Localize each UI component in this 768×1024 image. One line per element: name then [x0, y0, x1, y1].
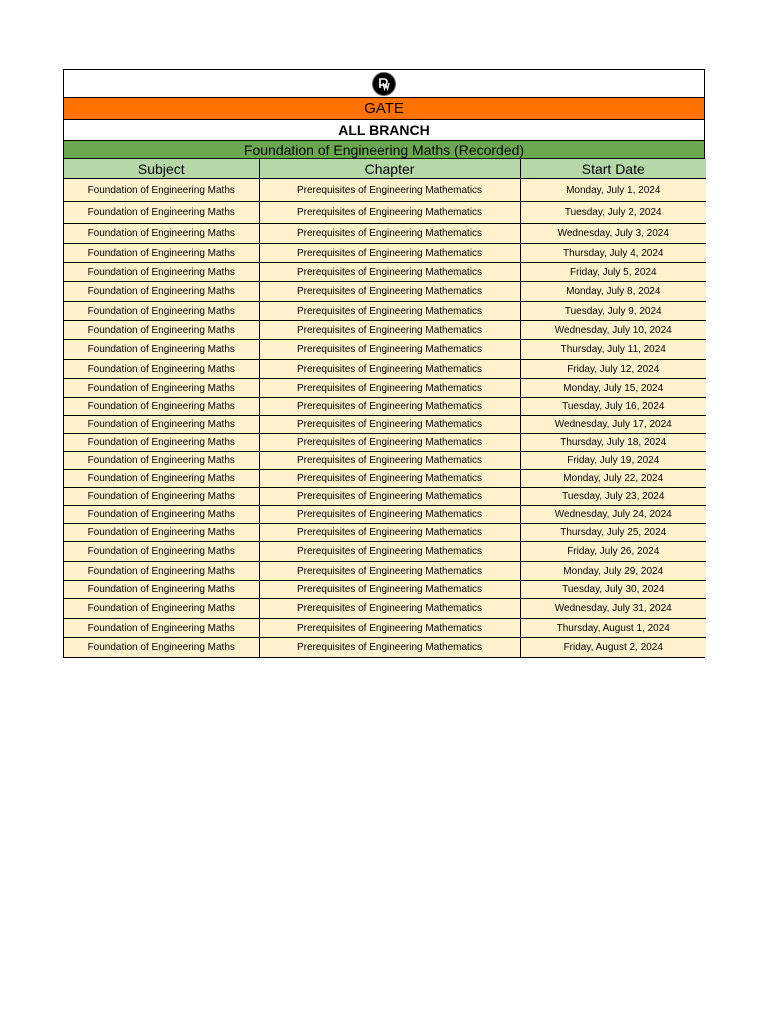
table-row: [64, 470, 706, 488]
table-row: [64, 360, 706, 379]
start-date-cell: Wednesday, July 24, 2024: [520, 506, 706, 524]
chapter-cell: Prerequisites of Engineering Mathematics: [259, 506, 520, 524]
subject-cell: Foundation of Engineering Maths: [64, 599, 259, 619]
start-date-cell: Thursday, July 18, 2024: [520, 434, 706, 452]
chapter-cell: Prerequisites of Engineering Mathematics: [259, 321, 520, 340]
subject-cell: Foundation of Engineering Maths: [64, 179, 259, 202]
chapter-cell: Prerequisites of Engineering Mathematics: [259, 619, 520, 638]
subject-cell: Foundation of Engineering Maths: [64, 379, 259, 398]
chapter-cell: Prerequisites of Engineering Mathematics: [259, 263, 520, 282]
start-date-cell: Monday, July 22, 2024: [520, 470, 706, 488]
start-date-cell: Wednesday, July 31, 2024: [520, 599, 706, 619]
subject-cell: Foundation of Engineering Maths: [64, 263, 259, 282]
brand-logo-mark: [375, 75, 393, 93]
start-date-cell: Friday, August 2, 2024: [520, 638, 706, 657]
start-date-cell: Thursday, August 1, 2024: [520, 619, 706, 638]
start-date-cell: Friday, July 5, 2024: [520, 263, 706, 282]
chapter-cell: Prerequisites of Engineering Mathematics: [259, 244, 520, 263]
start-date-cell: Thursday, July 4, 2024: [520, 244, 706, 263]
start-date-cell: Tuesday, July 30, 2024: [520, 581, 706, 599]
subject-cell: Foundation of Engineering Maths: [64, 360, 259, 379]
subject-cell: Foundation of Engineering Maths: [64, 506, 259, 524]
chapter-cell: Prerequisites of Engineering Mathematics: [259, 452, 520, 470]
subject-cell: Foundation of Engineering Maths: [64, 398, 259, 416]
start-date-cell: Monday, July 8, 2024: [520, 282, 706, 302]
subject-cell: Foundation of Engineering Maths: [64, 581, 259, 599]
chapter-cell: Prerequisites of Engineering Mathematics: [259, 179, 520, 202]
table-row: [64, 416, 706, 434]
subject-cell: Foundation of Engineering Maths: [64, 416, 259, 434]
subject-cell: Foundation of Engineering Maths: [64, 321, 259, 340]
start-date-cell: Thursday, July 25, 2024: [520, 524, 706, 542]
subject-cell: Foundation of Engineering Maths: [64, 619, 259, 638]
table-row: [64, 263, 706, 282]
brand-logo-icon: [372, 72, 396, 96]
subject-cell: Foundation of Engineering Maths: [64, 488, 259, 506]
subject-cell: Foundation of Engineering Maths: [64, 302, 259, 321]
subject-cell: Foundation of Engineering Maths: [64, 224, 259, 244]
logo-row: [64, 70, 704, 98]
subject-cell: Foundation of Engineering Maths: [64, 340, 259, 360]
schedule-table: [64, 159, 706, 657]
subject-cell: Foundation of Engineering Maths: [64, 244, 259, 263]
table-row: [64, 619, 706, 638]
start-date-cell: Friday, July 19, 2024: [520, 452, 706, 470]
chapter-cell: Prerequisites of Engineering Mathematics: [259, 524, 520, 542]
table-row: [64, 379, 706, 398]
table-row: [64, 488, 706, 506]
chapter-cell: Prerequisites of Engineering Mathematics: [259, 202, 520, 224]
chapter-cell: Prerequisites of Engineering Mathematics: [259, 340, 520, 360]
column-header-chapter: Chapter: [259, 159, 520, 179]
table-row: [64, 282, 706, 302]
subject-cell: Foundation of Engineering Maths: [64, 470, 259, 488]
table-row: [64, 321, 706, 340]
table-body: [64, 179, 706, 657]
table-row: [64, 179, 706, 202]
table-row: [64, 562, 706, 581]
column-header-subject: Subject: [64, 159, 259, 179]
start-date-cell: Tuesday, July 16, 2024: [520, 398, 706, 416]
table-row: [64, 244, 706, 263]
table-row: [64, 202, 706, 224]
branch-label: ALL BRANCH: [64, 120, 704, 141]
subject-cell: Foundation of Engineering Maths: [64, 282, 259, 302]
table-row: [64, 524, 706, 542]
chapter-cell: Prerequisites of Engineering Mathematics: [259, 599, 520, 619]
start-date-cell: Wednesday, July 10, 2024: [520, 321, 706, 340]
table-row: [64, 581, 706, 599]
start-date-cell: Wednesday, July 17, 2024: [520, 416, 706, 434]
start-date-cell: Monday, July 15, 2024: [520, 379, 706, 398]
chapter-cell: Prerequisites of Engineering Mathematics: [259, 434, 520, 452]
chapter-cell: Prerequisites of Engineering Mathematics: [259, 488, 520, 506]
start-date-cell: Tuesday, July 23, 2024: [520, 488, 706, 506]
subject-cell: Foundation of Engineering Maths: [64, 638, 259, 657]
course-title: Foundation of Engineering Maths (Recorded): [64, 141, 704, 159]
start-date-cell: Tuesday, July 9, 2024: [520, 302, 706, 321]
subject-cell: Foundation of Engineering Maths: [64, 202, 259, 224]
subject-cell: Foundation of Engineering Maths: [64, 434, 259, 452]
table-row: [64, 452, 706, 470]
start-date-cell: Friday, July 26, 2024: [520, 542, 706, 562]
page-title: GATE: [64, 98, 704, 120]
chapter-cell: Prerequisites of Engineering Mathematics: [259, 224, 520, 244]
start-date-cell: Wednesday, July 3, 2024: [520, 224, 706, 244]
start-date-cell: Monday, July 1, 2024: [520, 179, 706, 202]
chapter-cell: Prerequisites of Engineering Mathematics: [259, 302, 520, 321]
table-row: [64, 302, 706, 321]
table-row: [64, 398, 706, 416]
table-row: [64, 599, 706, 619]
subject-cell: Foundation of Engineering Maths: [64, 542, 259, 562]
chapter-cell: Prerequisites of Engineering Mathematics: [259, 581, 520, 599]
table-row: [64, 542, 706, 562]
table-row: [64, 434, 706, 452]
start-date-cell: Tuesday, July 2, 2024: [520, 202, 706, 224]
subject-cell: Foundation of Engineering Maths: [64, 562, 259, 581]
subject-cell: Foundation of Engineering Maths: [64, 452, 259, 470]
column-header-start-date: Start Date: [520, 159, 706, 179]
table-row: [64, 340, 706, 360]
table-row: [64, 638, 706, 657]
chapter-cell: Prerequisites of Engineering Mathematics: [259, 542, 520, 562]
table-row: [64, 506, 706, 524]
chapter-cell: Prerequisites of Engineering Mathematics: [259, 360, 520, 379]
chapter-cell: Prerequisites of Engineering Mathematics: [259, 416, 520, 434]
table-row: [64, 224, 706, 244]
start-date-cell: Thursday, July 11, 2024: [520, 340, 706, 360]
start-date-cell: Monday, July 29, 2024: [520, 562, 706, 581]
chapter-cell: Prerequisites of Engineering Mathematics: [259, 470, 520, 488]
table-header-row: [64, 159, 706, 179]
chapter-cell: Prerequisites of Engineering Mathematics: [259, 379, 520, 398]
chapter-cell: Prerequisites of Engineering Mathematics: [259, 282, 520, 302]
chapter-cell: Prerequisites of Engineering Mathematics: [259, 638, 520, 657]
schedule-sheet: [63, 69, 705, 658]
subject-cell: Foundation of Engineering Maths: [64, 524, 259, 542]
chapter-cell: Prerequisites of Engineering Mathematics: [259, 398, 520, 416]
chapter-cell: Prerequisites of Engineering Mathematics: [259, 562, 520, 581]
start-date-cell: Friday, July 12, 2024: [520, 360, 706, 379]
